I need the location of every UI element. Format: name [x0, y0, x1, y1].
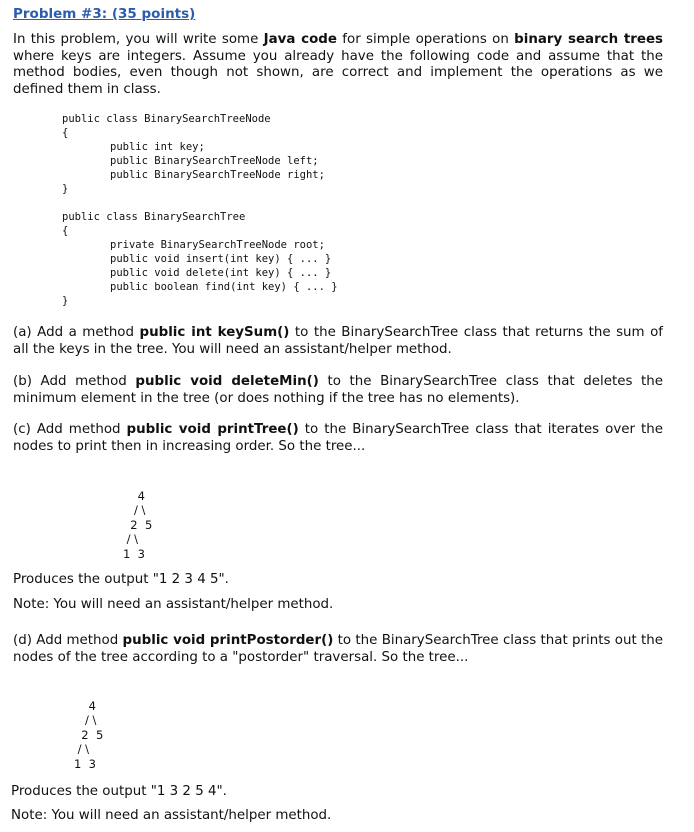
code-node-field: public int key;	[110, 141, 205, 153]
intro-text-3: where keys are integers. Assume you already have the following code and assume that the method bodies, even though not shown, are correct and implement the operations as we defined them in class.	[13, 48, 663, 97]
tree-line: 4	[74, 698, 96, 713]
part-a-text-1: (a) Add a method	[13, 325, 140, 340]
part-c-paragraph	[13, 422, 663, 455]
code-node-field: public BinarySearchTreeNode left;	[110, 155, 319, 167]
intro-text-1: In this problem, you will write some	[13, 32, 264, 47]
part-c-tree-diagram	[123, 474, 152, 576]
tree-line: / \	[74, 742, 90, 756]
part-d-paragraph	[13, 633, 663, 666]
part-d-note: Note: You will need an assistant/helper method.	[11, 808, 332, 823]
part-a-method-name: public int keySum()	[139, 325, 290, 340]
tree-line: / \	[74, 713, 97, 727]
tree-line: 1 3	[123, 546, 145, 561]
part-d-output: Produces the output "1 3 2 5 4".	[11, 784, 227, 799]
part-d-text-1: (d) Add method	[13, 633, 123, 648]
tree-line: 2 5	[74, 727, 104, 742]
intro-text-2: for simple operations on	[336, 32, 515, 47]
code-tree-header: public class BinarySearchTree	[62, 211, 246, 223]
part-c-text-1: (c) Add method	[13, 422, 127, 437]
code-node-open-brace: {	[62, 127, 69, 139]
part-d-tree-diagram	[74, 684, 103, 786]
part-d-text-2: to the BinarySearchTree class that prints out the nodes of the tree according to a "postorder" traversal. So the tree...	[13, 633, 663, 665]
code-tree-member: public void insert(int key) { ... }	[110, 253, 332, 265]
code-tree-close-brace: }	[62, 295, 69, 307]
tree-line: 4	[123, 488, 145, 503]
code-tree-member: private BinarySearchTreeNode root;	[110, 239, 325, 251]
code-tree-open-brace: {	[62, 225, 69, 237]
code-node-close-brace: }	[62, 183, 69, 195]
tree-line: 2 5	[123, 517, 153, 532]
intro-bold-java: Java code	[263, 32, 337, 47]
part-c-note: Note: You will need an assistant/helper method.	[13, 597, 334, 612]
part-c-method-name: public void printTree()	[126, 422, 299, 437]
code-node-field: public BinarySearchTreeNode right;	[110, 169, 325, 181]
part-c-output: Produces the output "1 2 3 4 5".	[13, 572, 229, 587]
part-b-paragraph	[13, 374, 663, 407]
part-a-paragraph	[13, 325, 663, 358]
part-b-method-name: public void deleteMin()	[135, 374, 319, 389]
part-d-method-name: public void printPostorder()	[122, 633, 334, 648]
code-tree-member: public void delete(int key) { ... }	[110, 267, 332, 279]
code-tree-member: public boolean find(int key) { ... }	[110, 281, 338, 293]
part-b-text-1: (b) Add method	[13, 374, 136, 389]
intro-paragraph	[13, 32, 663, 98]
tree-line: / \	[123, 532, 139, 546]
intro-bold-bst: binary search trees	[514, 32, 664, 47]
code-node-header: public class BinarySearchTreeNode	[62, 113, 271, 125]
tree-line: / \	[123, 503, 146, 517]
part-b-text-2: to the BinarySearchTree class that deletes the minimum element in the tree (or does nothing if the tree has no elements).	[13, 374, 664, 406]
tree-line: 1 3	[74, 756, 96, 771]
problem-title: Problem #3: (35 points)	[13, 6, 196, 22]
part-c-text-2: to the BinarySearchTree class that iterates over the nodes to print then in increasing order. So the tree...	[13, 422, 663, 454]
part-a-text-2: to the BinarySearchTree class that returns the sum of all the keys in the tree. You will need an assistant/helper method.	[13, 325, 663, 357]
